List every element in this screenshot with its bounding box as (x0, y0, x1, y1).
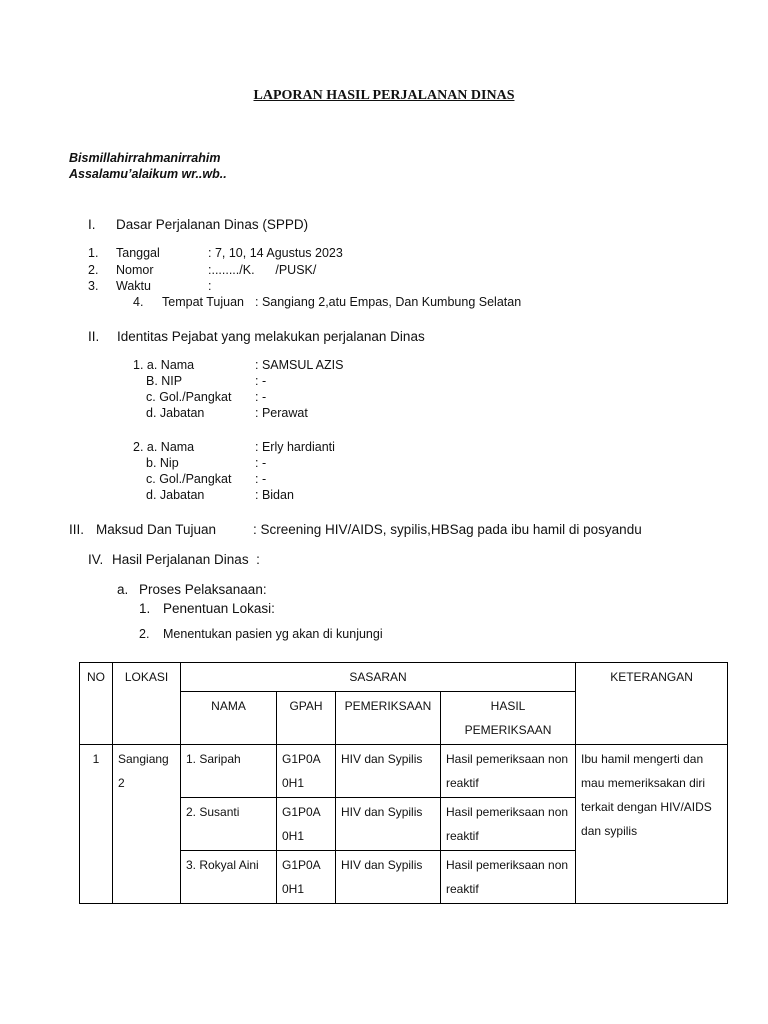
header-keterangan: KETERANGAN (576, 663, 728, 745)
table-row (80, 745, 728, 798)
step-label: Menentukan pasien yg akan di kunjungi (163, 627, 383, 641)
cell-keterangan: Ibu hamil mengerti dan mau memeriksakan diri terkait dengan HIV/AIDS dan sypilis (576, 745, 728, 904)
header-no: NO (80, 663, 113, 745)
person2-label: c. Gol./Pangkat (146, 472, 232, 486)
sub-a-label: Proses Pelaksanaan: (139, 582, 267, 597)
person1-label: d. Jabatan (146, 406, 205, 420)
header-nama: NAMA (181, 692, 277, 745)
section4-number: IV. (88, 552, 104, 567)
sub-a-number: a. (117, 582, 129, 597)
person2-label: d. Jabatan (146, 488, 205, 502)
person1-label: c. Gol./Pangkat (146, 390, 232, 404)
item-label-nomor: Nomor (116, 263, 154, 277)
header-gpah: GPAH (277, 692, 336, 745)
header-sasaran: SASARAN (181, 663, 576, 692)
person1-value: : SAMSUL AZIS (255, 358, 344, 372)
section3-value: : Screening HIV/AIDS, sypilis,HBSag pada ibu hamil di posyandu (253, 522, 642, 537)
cell-nama: 1. Saripah (181, 745, 277, 798)
step-number: 2. (139, 627, 150, 641)
section2-number: II. (88, 329, 100, 344)
cell-nama: 3. Rokyal Aini (181, 851, 277, 904)
person2-label: b. Nip (146, 456, 179, 470)
item-value-waktu: : (208, 279, 212, 293)
section1-number: I. (88, 217, 96, 232)
item-value-nomor: :......../K. /PUSK/ (208, 263, 317, 277)
cell-pemeriksaan: HIV dan Sypilis (336, 745, 441, 798)
section4-heading: Hasil Perjalanan Dinas : (112, 552, 260, 567)
person1-value: : - (255, 390, 267, 404)
header-pemeriksaan: PEMERIKSAAN (336, 692, 441, 745)
cell-no: 1 (80, 745, 113, 904)
document-title: LAPORAN HASIL PERJALANAN DINAS (253, 88, 515, 103)
item-number: 3. (88, 279, 99, 293)
section2-heading: Identitas Pejabat yang melakukan perjalanan Dinas (117, 329, 425, 344)
table-header-row (80, 663, 728, 692)
person1-value: : Perawat (255, 406, 308, 420)
report-table (79, 662, 728, 904)
item-value-tempat: : Sangiang 2,atu Empas, Dan Kumbung Selatan (255, 295, 522, 309)
item-number: 1. (88, 246, 99, 260)
person2-value: : - (255, 456, 267, 470)
cell-lokasi: Sangiang 2 (113, 745, 181, 904)
cell-hasil: Hasil pemeriksaan non reaktif (441, 745, 576, 798)
step-label: Penentuan Lokasi: (163, 601, 275, 616)
person1-label: B. NIP (146, 374, 183, 388)
section3-number: III. (69, 522, 85, 537)
item-label-tanggal: Tanggal (116, 246, 160, 260)
item-label-tempat: Tempat Tujuan (162, 295, 244, 309)
section1-heading: Dasar Perjalanan Dinas (SPPD) (116, 217, 309, 232)
person2-value: : Bidan (255, 488, 294, 502)
item-number: 4. (133, 295, 144, 309)
greeting-salam: Assalamu’alaikum wr..wb.. (69, 167, 227, 181)
greeting-basmalah: Bismillahirrahmanirrahim (69, 151, 221, 165)
header-hasil: HASIL PEMERIKSAAN (441, 692, 576, 745)
header-lokasi: LOKASI (113, 663, 181, 745)
cell-gpah: G1P0A 0H1 (277, 851, 336, 904)
item-number: 2. (88, 263, 99, 277)
person2-value: : - (255, 472, 267, 486)
person1-value: : - (255, 374, 267, 388)
person2-label: 2. a. Nama (133, 440, 195, 454)
cell-gpah: G1P0A 0H1 (277, 745, 336, 798)
item-label-waktu: Waktu (116, 279, 151, 293)
cell-gpah: G1P0A 0H1 (277, 798, 336, 851)
step-number: 1. (139, 601, 151, 616)
cell-hasil: Hasil pemeriksaan non reaktif (441, 798, 576, 851)
cell-pemeriksaan: HIV dan Sypilis (336, 798, 441, 851)
cell-hasil: Hasil pemeriksaan non reaktif (441, 851, 576, 904)
person2-value: : Erly hardianti (255, 440, 335, 454)
section3-label: Maksud Dan Tujuan (96, 522, 217, 537)
person1-label: 1. a. Nama (133, 358, 195, 372)
item-value-tanggal: : 7, 10, 14 Agustus 2023 (208, 246, 343, 260)
cell-pemeriksaan: HIV dan Sypilis (336, 851, 441, 904)
cell-nama: 2. Susanti (181, 798, 277, 851)
